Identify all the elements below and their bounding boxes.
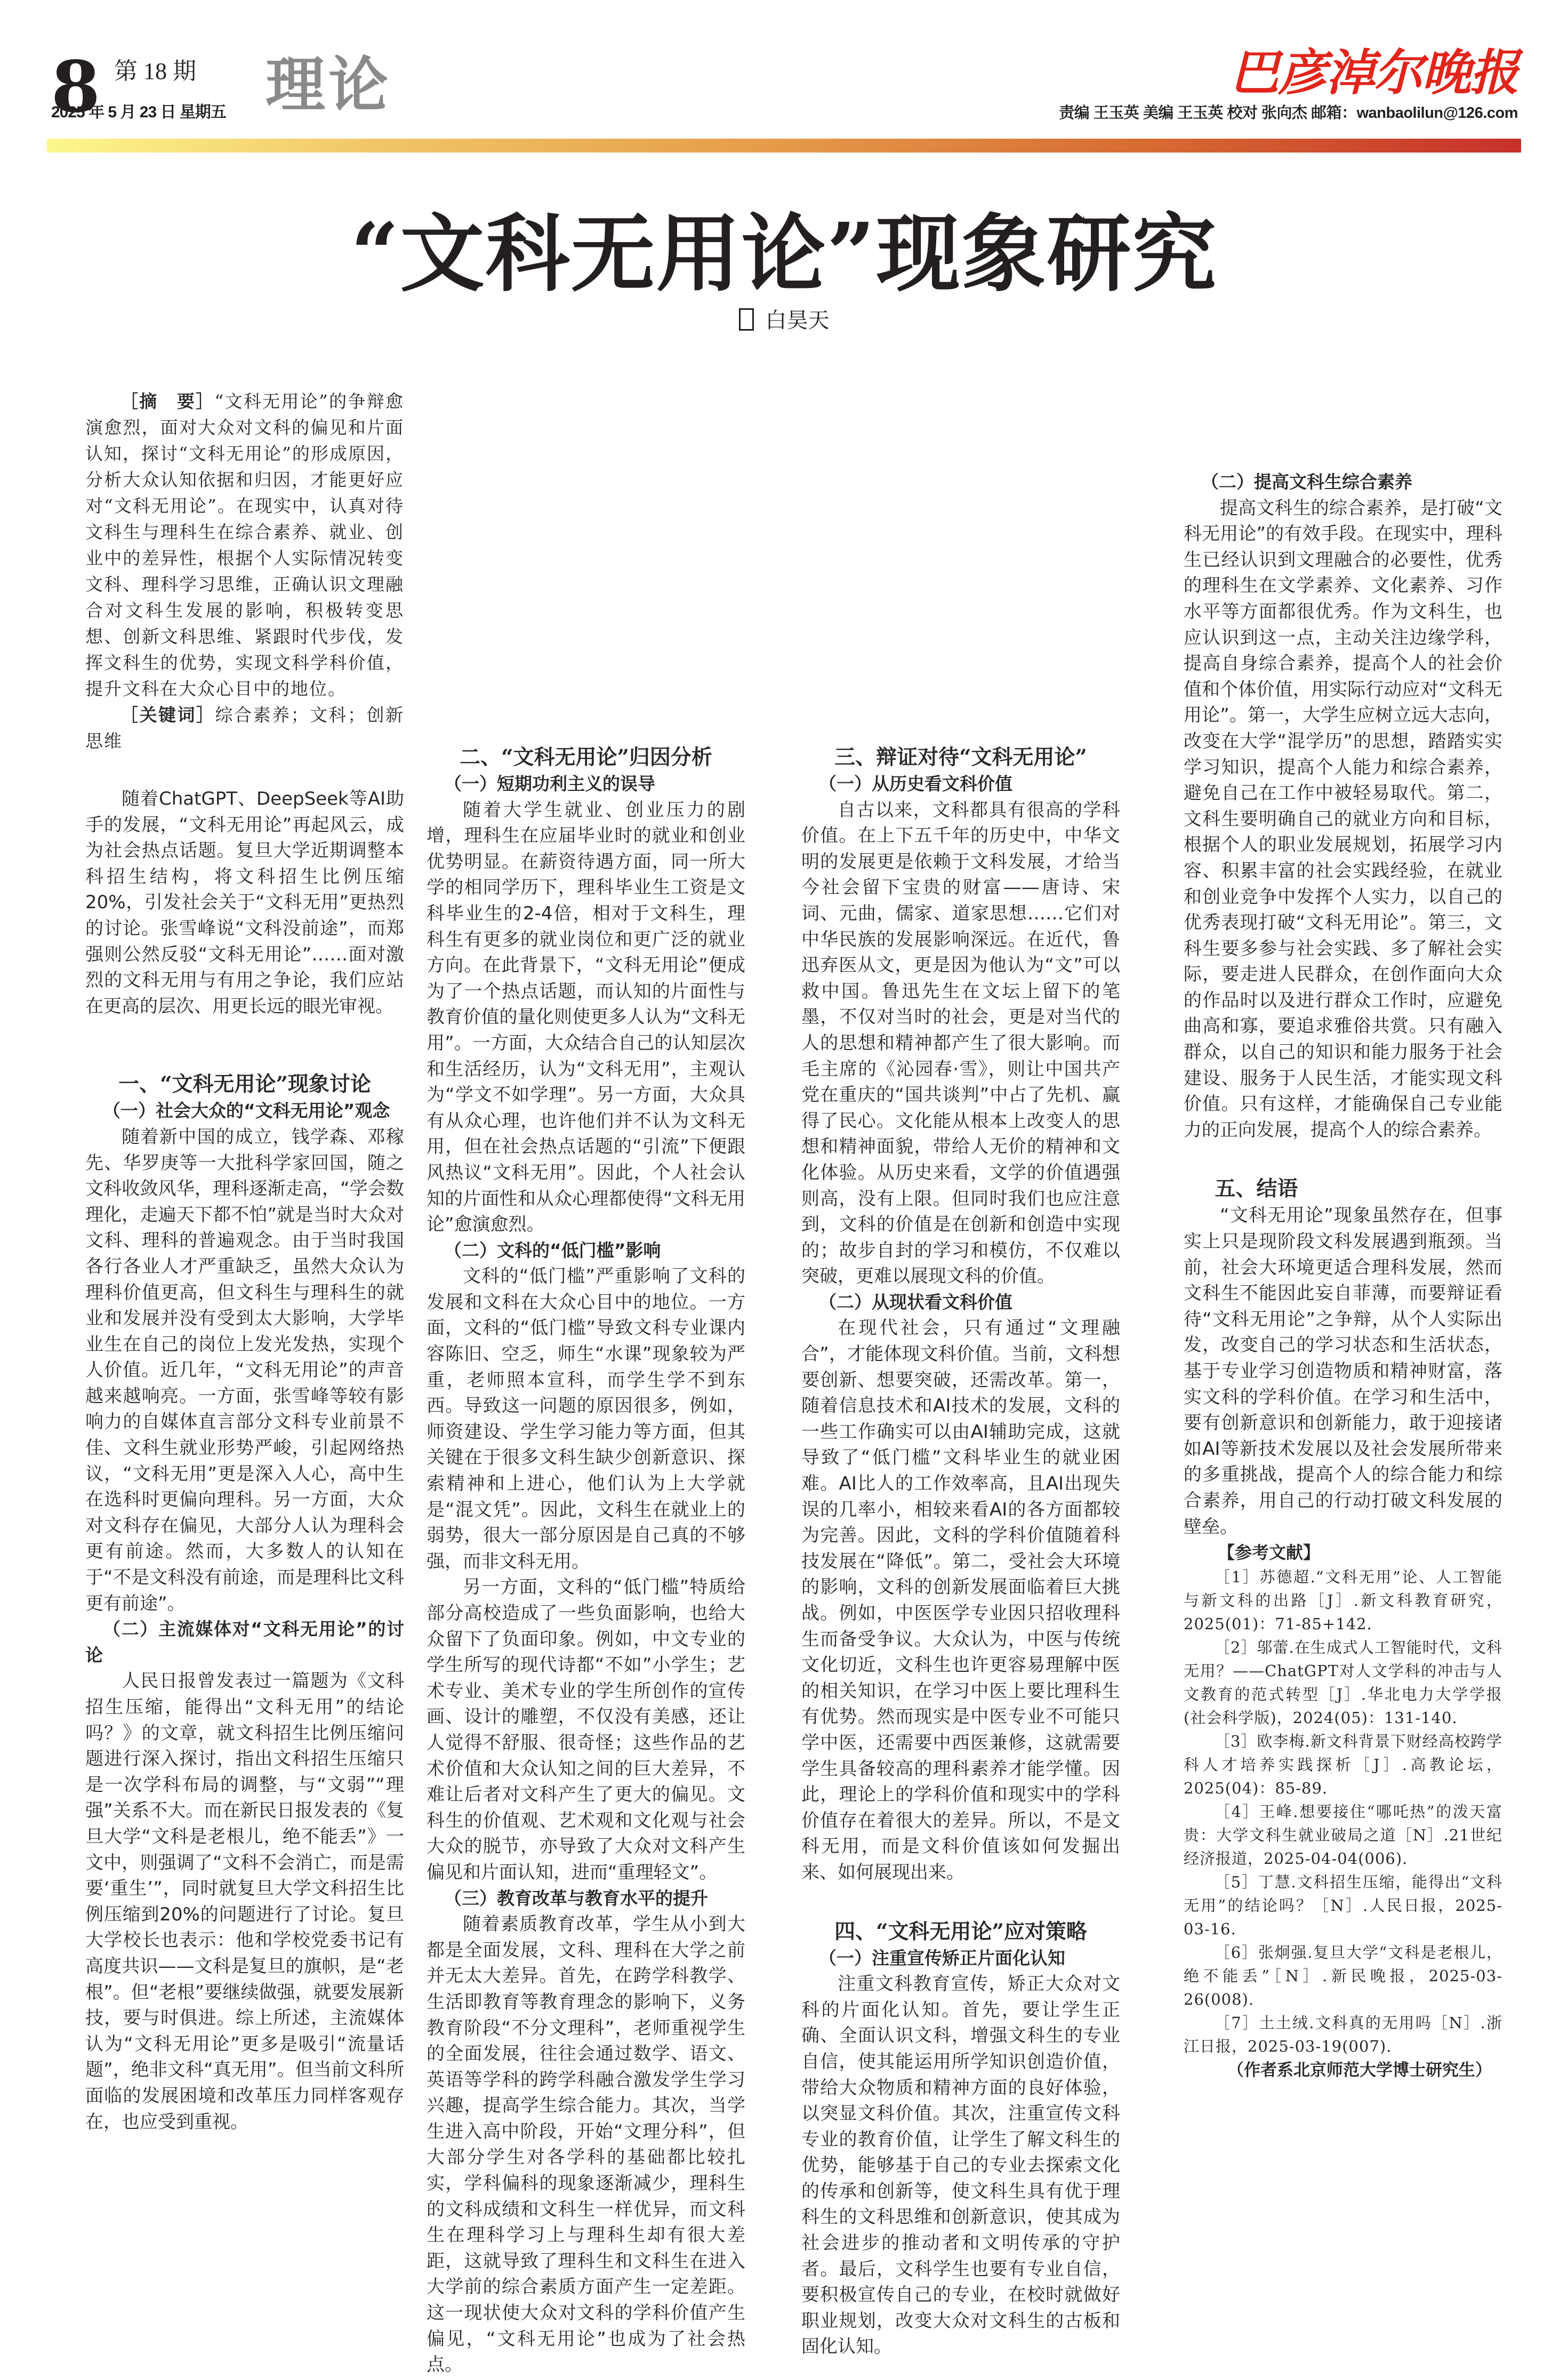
reference-item: ［7］土土绒.文科真的无用吗［N］.浙江日报，2025-03-19(007).: [1184, 2014, 1502, 2056]
reference-item: ［2］邬蕾.在生成式人工智能时代，文科无用？——ChatGPT对人文学科的冲击与人文教育的范式转型［J］.华北电力大学学报(社会科学版)，2024(05)：131-140.: [1184, 1638, 1502, 1727]
reference-item: ［4］王峰.想要接住“哪吒热”的泼天富贵：大学文科生就业破局之道［N］.21世纪经济报道，2025-04-04(006).: [1184, 1803, 1502, 1868]
section-2-2-heading: （二）文科的“低门槛”影响: [444, 1239, 661, 1261]
issue-number: 第 18 期: [114, 58, 196, 84]
reference-item: ［5］丁慧.文科招生压缩，能得出“文科无用”的结论吗？［N］.人民日报，2025-03-16.: [1184, 1873, 1502, 1939]
column-4: [1184, 469, 1502, 2083]
references-heading: 【参考文献】: [1218, 1542, 1321, 1563]
section-2-1-heading: （一）短期功利主义的误导: [444, 773, 655, 794]
column-3: [801, 731, 1120, 2360]
abstract: [85, 388, 404, 702]
article-title: “文科无用论”现象研究: [350, 205, 1218, 303]
keywords-tag: ［关键词］: [120, 704, 215, 725]
section-2-2-paragraph-1: 文科的“低门槛”严重影响了文科的发展和文科在大众心目中的地位。一方面，文科的“低门槛”导致文科专业课内容陈旧、空乏，师生“水课”现象较为严重，老师照本宣科，而学生学不到东西。导致这一问题的原因很多，例如，师资建设、学生学习能力等方面，但其关键在于很多文科生缺少创新意识、探索精神和上进心，他们认为上大学就是“混文凭”。因此，文科生在就业上的弱势，很大一部分原因是自己真的不够强，而非文科无用。: [427, 1266, 745, 1572]
reference-item: ［3］欧李梅.新文科背景下财经高校跨学科人才培养实践探析［J］.高教论坛，2025(04)：85-89.: [1184, 1732, 1502, 1798]
section-1-heading: 一、“文科无用论”现象讨论: [118, 1072, 371, 1097]
newspaper-logo: 巴彦淖尔晚报: [1229, 44, 1518, 101]
abstract-tag: ［摘 要］: [120, 391, 215, 412]
intro-paragraph: 随着ChatGPT、DeepSeek等AI助手的发展，“文科无用论”再起风云，成为社会热点话题。复旦大学近期调整本科招生结构，将文科招生比例压缩20%，引发社会关于“文科无用”更热烈的讨论。张雪峰说“文科没前途”，而郑强则公然反驳“文科无用论”……面对激烈的文科无用与有用之争论，我们应站在更高的层次、用更长远的眼光审视。: [85, 788, 404, 1017]
section-2-3-heading: （三）教育改革与教育水平的提升: [444, 1887, 708, 1909]
section-1-1-paragraph: 随着新中国的成立，钱学森、邓稼先、华罗庚等一大批科学家回国，随之文科收敛风华，理科逐渐走高，“学会数理化，走遍天下都不怕”就是当时大众对文科、理科的普遍观念。由于当时我国各行各业人才严重缺乏，虽然大众认为理科价值更高，但文科生与理科生的就业和发展并没有受到太大影响，大学毕业生在自己的岗位上发光发热，实现个人价值。近几年，“文科无用论”的声音越来越响亮。一方面，张雪峰等较有影响力的自媒体直言部分文科专业前景不佳、文科生就业形势严峻，引起网络热议，“文科无用”更是深入人心，高中生在选科时更偏向理科。另一方面，大众对文科存在偏见，大部分人认为理科会更有前途。然而，大多数人的认知在于“不是文科没有前途，而是理科比文科更有前途”。: [85, 1126, 404, 1614]
section-name: 理论: [266, 50, 391, 120]
reference-item: ［6］张炯强.复旦大学“文科是老根儿，绝不能丢”［N］.新民晚报，2025-03-26(008).: [1184, 1943, 1502, 2009]
column-1: [85, 388, 404, 2135]
section-1-1-heading: （一）社会大众的“文科无用论”观念: [103, 1100, 390, 1122]
section-1-2-paragraph: 人民日报曾发表过一篇题为《文科招生压缩，能得出“文科无用”的结论吗？》的文章，就文科招生比例压缩问题进行深入探讨，指出文科招生压缩只是一次学科布局的调整，与“文弱”“理强”关系不大。而在新民日报发表的《复旦大学“文科是老根儿，绝不能丢”》一文中，则强调了“文科不会消亡，而是需要‘重生’”，同时就复旦大学文科招生比例压缩到20%的问题进行了讨论。复旦大学校长也表示：他和学校党委书记有高度共识——文科是复旦的旗帜，是“老根”。但“老根”要继续做强，就要发展新技，要与时俱进。综上所述，主流媒体认为“文科无用论”更多是吸引“流量话题”，绝非文科“真无用”。但当前文科所面临的发展困境和改革压力同样客观存在，也应受到重视。: [85, 1670, 404, 2133]
section-3-2-heading: （二）从现状看文科价值: [819, 1291, 1012, 1312]
byline: [0, 308, 1568, 331]
section-2-2-paragraph-2: 另一方面，文科的“低门槛”特质给部分高校造成了一些负面影响，也给大众留下了负面印象。例如，中文专业的学生所写的现代诗都“不如”小学生；艺术专业、美术专业的学生所创作的宣传画、设计的雕塑，不仅没有美感，还让人觉得不舒服、很奇怪；这些作品的艺术价值和大众认知之间的巨大差异，不难让后者对文科产生了更大的偏见。文科生的价值观、艺术观和文化观与社会大众的脱节，亦导致了大众对文科产生偏见和片面认知，进而“重理轻文”。: [427, 1576, 745, 1883]
abstract-text: “文科无用论”的争辩愈演愈烈，面对大众对文科的偏见和片面认知，探讨“文科无用论”的形成原因，分析大众认知依据和归因，才能更好应对“文科无用论”。在现实中，认真对待文科生与理科生在综合素养、就业、创业中的差异性，根据个人实际情况转变文科、理科学习思维，正确认识文理融合对文科生发展的影响，积极转变思想、创新文科思维、紧跟时代步伐，发挥文科生的优势，实现文科学科价值，提升文科在大众心目中的地位。: [85, 391, 404, 699]
byline-box-icon: [739, 308, 754, 331]
column-2: [427, 731, 745, 2378]
page-number: 8: [51, 46, 100, 129]
issue-date: 2025 年 5 月 23 日 星期五: [51, 103, 226, 121]
keywords: [85, 702, 404, 754]
section-3-1-heading: （一）从历史看文科价值: [819, 773, 1012, 794]
header-gradient-bar: [47, 139, 1521, 153]
author-name: 白昊天: [765, 308, 830, 333]
section-2-3-paragraph: 随着素质教育改革，学生从小到大都是全面发展，文科、理科在大学之前并无太大差异。首先，在跨学科教学、生活即教育等教育理念的影响下，义务教育阶段“不分文理科”，老师重视学生的全面发展，往往会通过数学、语文、英语等学科的跨学科融合激发学生学习兴趣，提高学生综合能力。其次，当学生进入高中阶段，开始“文理分科”，但大部分学生对各学科的基础都比较扎实，学科偏科的现象逐渐减少，理科生的文科成绩和文科生一样优异，而文科生在理科学习上与理科生却有很大差距，这就导致了理科生和文科生在进入大学前的综合素质方面产生一定差距。这一现状使大众对文科的学科价值产生偏见，“文科无用论”也成为了社会热点。: [427, 1913, 745, 2376]
section-2-1-paragraph: 随着大学生就业、创业压力的剧增，理科生在应届毕业时的就业和创业优势明显。在薪资待遇方面，同一所大学的相同学历下，理科毕业生工资是文科毕业生的2-4倍，相对于文科生，理科生有更多的就业岗位和更广泛的就业方向。在此背景下，“文科无用论”便成为了一个热点话题，而认知的片面性与教育价值的量化则使更多人认为“文科无用”。一方面，大众结合自己的认知层次和生活经历，认为“文科无用”，主观认为“学文不如学理”。另一方面，大众具有从众心理，也许他们并不认为文科无用，但在社会热点话题的“引流”下便跟风热议“文科无用”。因此，个人社会认知的片面性和从众心理都使得“文科无用论”愈演愈烈。: [427, 799, 745, 1236]
keywords-text: 综合素养；文科；创新思维: [85, 704, 404, 751]
editor-credits: 责编 王玉英 美编 王玉英 校对 张向杰 邮箱：wanbaolilun@126.com: [1059, 105, 1518, 122]
section-4-1-heading: （一）注重宣传矫正片面化认知: [819, 1947, 1065, 1968]
section-2-heading: 二、“文科无用论”归因分析: [460, 745, 712, 770]
section-3-2-paragraph: 在现代社会，只有通过“文理融合”，才能体现文科价值。当前，文科想要创新、想要突破，还需改革。第一，随着信息技术和AI技术的发展，文科的一些工作确实可以由AI辅助完成，这就导致了“低门槛”文科毕业生的就业困难。AI比人的工作效率高，且AI出现失误的几率小，相较来看AI的各方面都较为完善。因此，文科的学科价值随着科技发展在“降低”。第二，受社会大环境的影响，文科的创新发展面临着巨大挑战。例如，中医医学专业因只招收理科生而备受争议。大众认为，中医与传统文化切近，文科生也许更容易理解中医的相关知识，在学习中医上要比理科生有优势。然而现实是中医专业不可能只学中医，还需要中西医兼修，这就需要学生具备较高的理科素养才能学懂。因此，理论上的学科价值和现实中的学科价值存在着很大的差异。所以，不是文科无用，而是文科价值该如何发掘出来、如何展现出来。: [801, 1317, 1120, 1883]
section-4-2-heading: （二）提高文科生综合素养: [1201, 471, 1412, 492]
section-1-2-heading: （二）主流媒体对“文科无用论”的讨论: [85, 1619, 404, 1666]
section-5-heading: 五、结语: [1215, 1176, 1298, 1202]
section-4-heading: 四、“文科无用论”应对策略: [834, 1919, 1087, 1944]
section-4-1-paragraph: 注重文科教育宣传，矫正大众对文科的片面化认知。首先，要让学生正确、全面认识文科，增强文科生的专业自信，使其能运用所学知识创造价值，带给大众物质和精神方面的良好体验，以突显文科价值。其次，注重宣传文科专业的教育价值，让学生了解文科生的优势，能够基于自己的专业去探索文化的传承和创新等，使文科生具有优于理科生的文科思维和创新意识，使其成为社会进步的推动者和文明传承的守护者。最后，文科学生也要有专业自信，要积极宣传自己的专业，在校时就做好职业规划，改变大众对文科生的古板和固化认知。: [801, 1973, 1120, 2358]
section-4-2-paragraph: 提高文科生的综合素养，是打破“文科无用论”的有效手段。在现实中，理科生已经认识到文理融合的必要性，优秀的理科生在文学素养、文化素养、习作水平等方面都很优秀。作为文科生，也应认识到这一点，主动关注边缘学科，提高自身综合素养，提高个人的社会价值和个体价值，用实际行动应对“文科无用论”。第一，大学生应树立远大志向，改变在大学“混学历”的思想，踏踏实实学习知识，提高个人能力和综合素养，避免自己在工作中被轻易取代。第二，文科生要明确自己的就业方向和目标，根据个人的职业发展规划，拓展学习内容、积累丰富的社会实践经验，在就业和创业竞争中发挥个人实力，以自己的优秀表现打破“文科无用论”。第三，文科生要多参与社会实践、多了解社会实际，要走进人民群众，在创作面向大众的作品时以及进行群众工作时，应避免曲高和寡，要追求雅俗共赏。只有融入群众，以自己的知识和能力服务于社会建设、服务于人民生活，才能实现文科价值。只有这样，才能确保自己专业能力的正向发展，提高个人的综合素养。: [1184, 497, 1502, 1141]
conclusion-paragraph: “文科无用论”现象虽然存在，但事实上只是现阶段文科发展遇到瓶颈。当前，社会大环境更适合理科发展，然而文科生不能因此妄自菲薄，而要辩证看待“文科无用论”之争辩，从个人实际出发，改变自己的学习状态和生活状态，基于专业学习创造物质和精神财富，落实文科的学科价值。在学习和生活中，要有创新意识和创新能力，敢于迎接诸如AI等新技术发展以及社会发展所带来的多重挑战，提高个人的综合能力和综合素养，用自己的行动打破文科发展的壁垒。: [1184, 1205, 1502, 1538]
section-3-1-paragraph: 自古以来，文科都具有很高的学科价值。在上下五千年的历史中，中华文明的发展更是依赖于文科发展，才给当今社会留下宝贵的财富——唐诗、宋词、元曲，儒家、道家思想……它们对中华民族的发展影响深远。在近代，鲁迅弃医从文，更是因为他认为“文”可以救中国。鲁迅先生在文坛上留下的笔墨，不仅对当时的社会，更是对当代的人的思想和精神都产生了很大影响。而毛主席的《沁园春·雪》，则让中国共产党在重庆的“国共谈判”中占了先机、赢得了民心。文化能从根本上改变人的思想和精神面貌，带给人无价的精神和文化体验。从历史来看，文学的价值遇强则高，没有上限。但同时我们也应注意到，文科的价值是在创新和创造中实现的；故步自封的学习和模仿，不仅难以突破，更难以展现文科的价值。: [801, 799, 1120, 1287]
reference-item: ［1］苏德超.“文科无用”论、人工智能与新文科的出路［J］.新文科教育研究，2025(01)：71-85+142.: [1184, 1568, 1502, 1634]
section-3-heading: 三、辩证对待“文科无用论”: [834, 745, 1087, 770]
author-note: （作者系北京师范大学博士研究生）: [1227, 2061, 1492, 2080]
